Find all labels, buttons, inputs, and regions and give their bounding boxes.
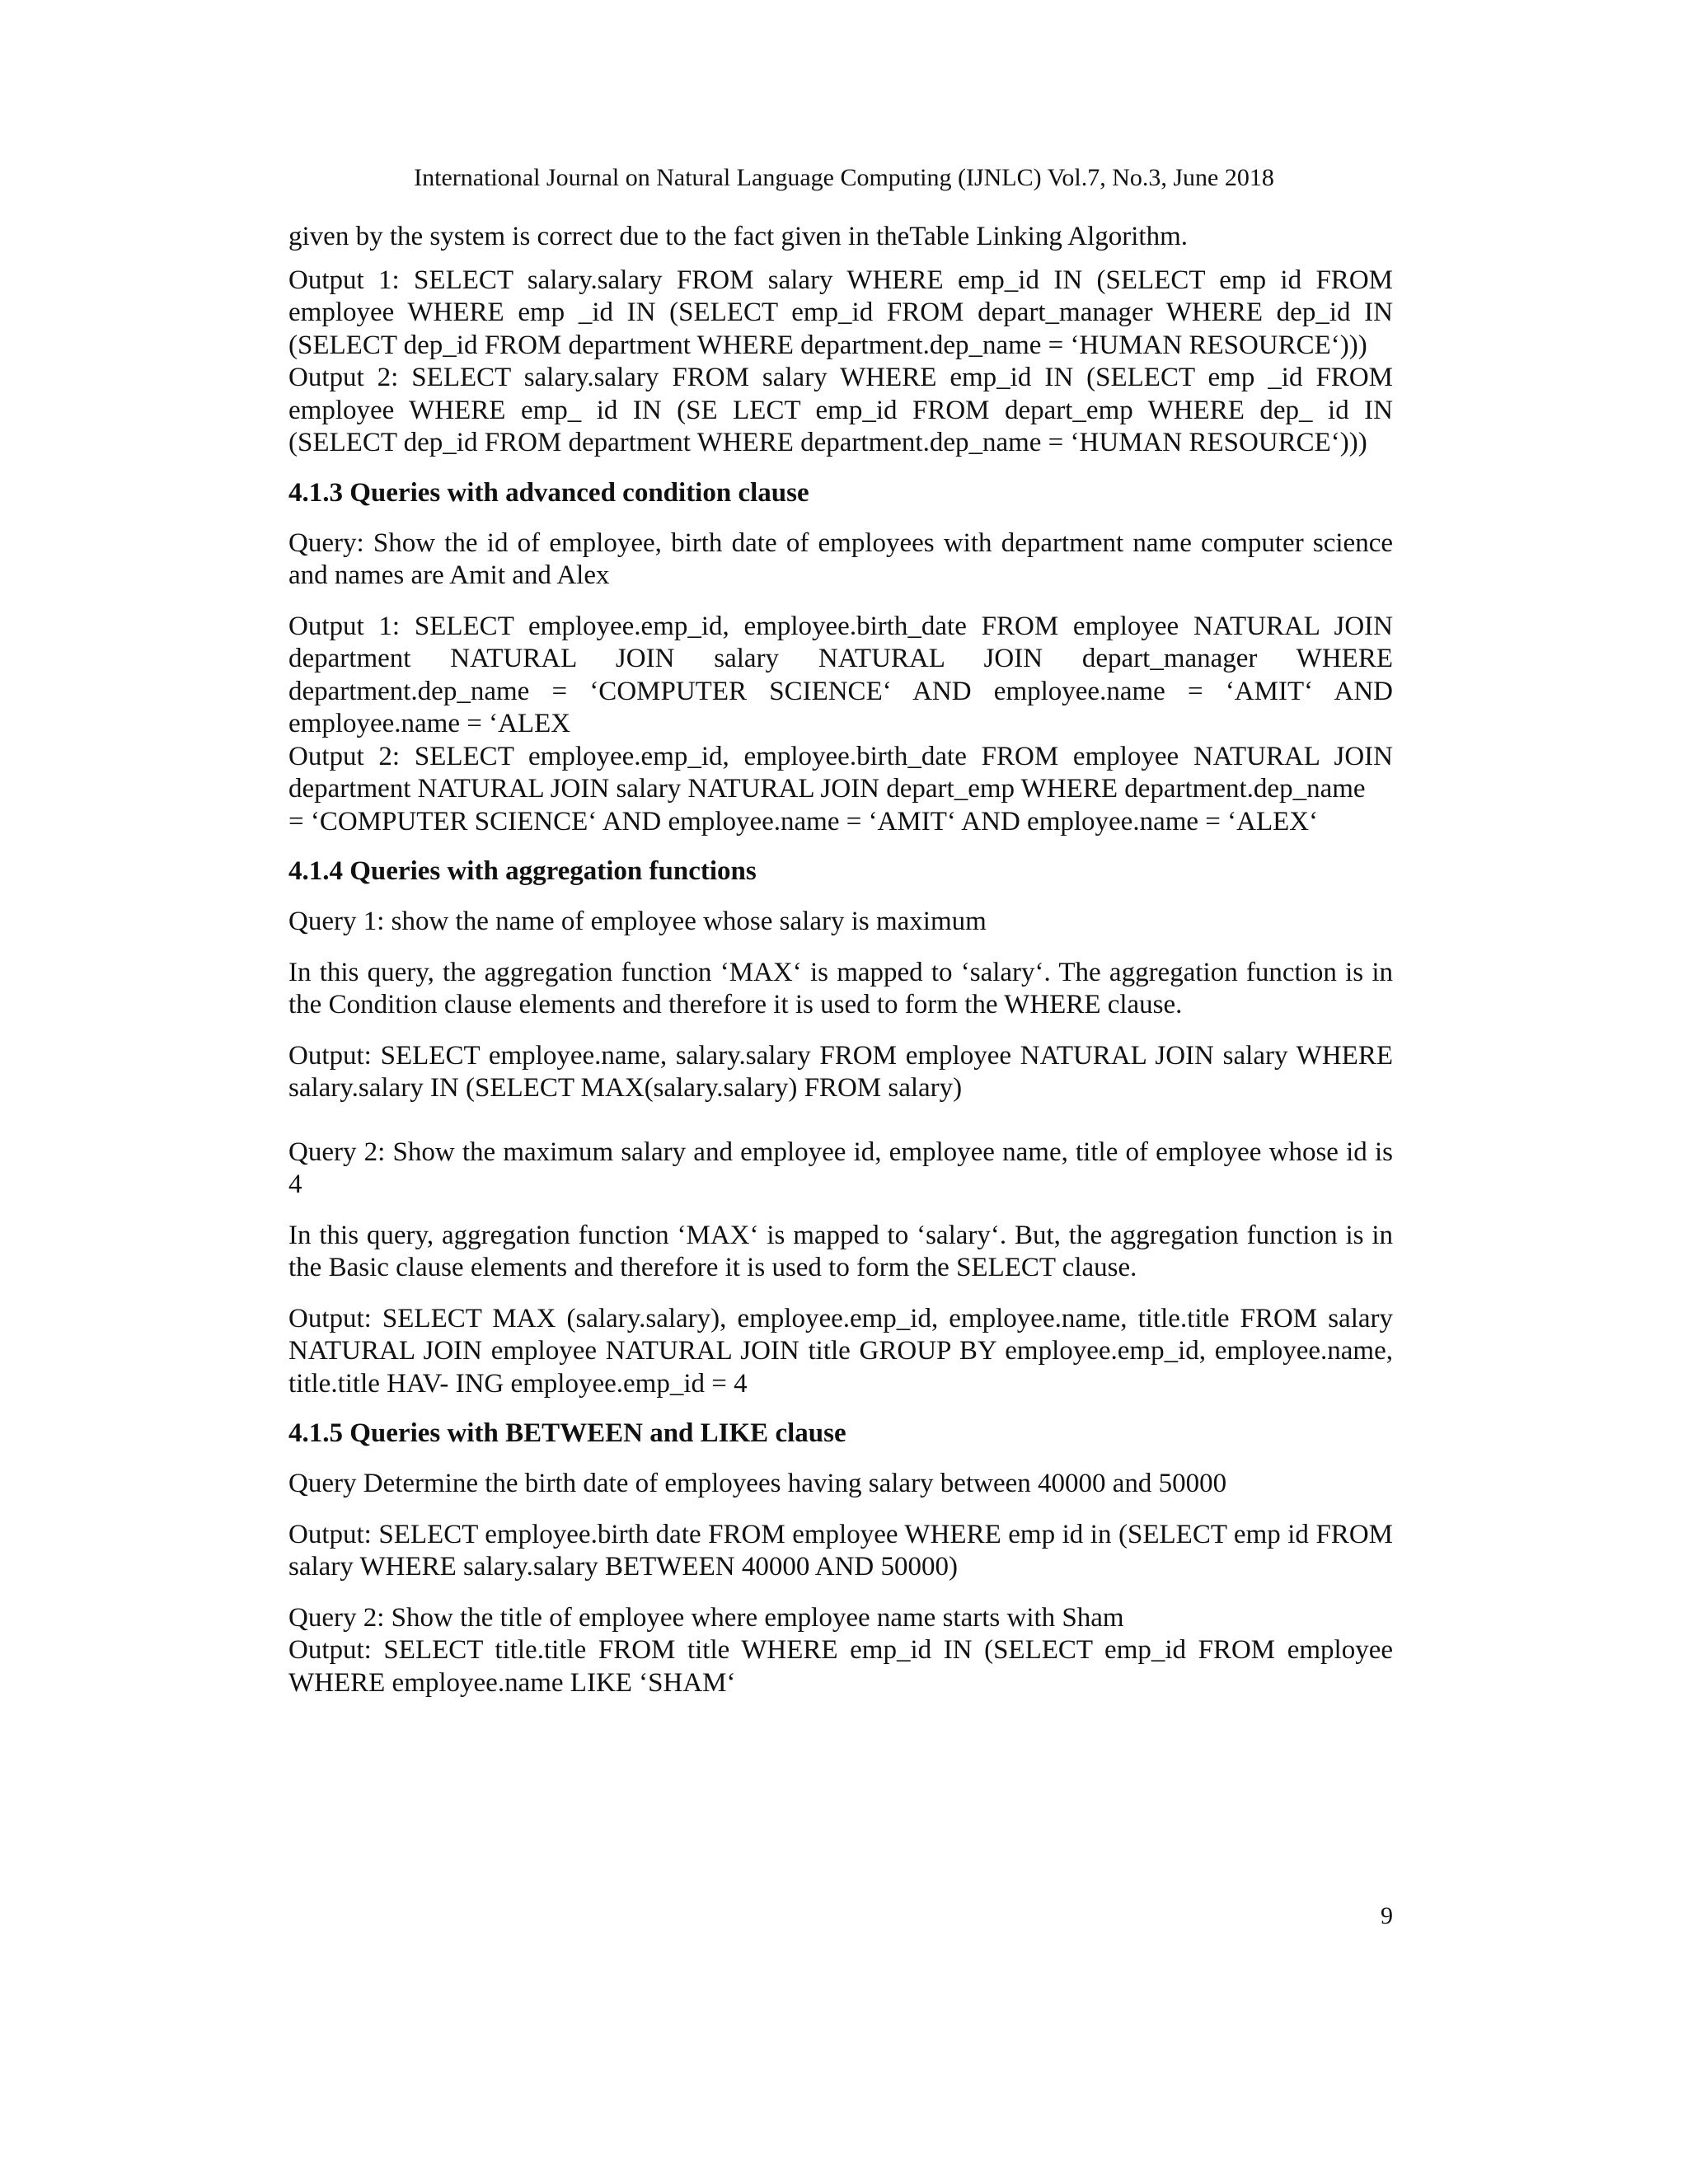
page-number: 9 — [1381, 1902, 1393, 1929]
section-heading-4-1-4: 4.1.4 Queries with aggregation functions — [288, 856, 757, 886]
output-2-paragraph: Output: SELECT title.title FROM title WHERE emp_id IN (SELECT emp_id FROM employee WHERE employee.name LIKE ‘SHAM‘ — [288, 1635, 1393, 1698]
output-2-paragraph: Output 2: SELECT salary.salary FROM salary WHERE emp_id IN (SELECT emp _id FROM employee WHERE emp_ id IN (SE LECT emp_id FROM depart_emp WHERE dep_ id IN (SELECT dep_id FROM department WHERE department.dep_name = ‘HUMAN RESOURCE‘))) — [288, 363, 1393, 457]
section-heading-4-1-5: 4.1.5 Queries with BETWEEN and LIKE clause — [288, 1418, 846, 1448]
output-1-paragraph: Output 1: SELECT salary.salary FROM salary WHERE emp_id IN (SELECT emp id FROM employee WHERE emp _id IN (SELECT emp_id FROM depart_manager WHERE dep_id IN (SELECT dep_id FROM department WHERE department.dep_name = ‘HUMAN RESOURCE‘))) — [288, 265, 1393, 360]
section-heading-4-1-3: 4.1.3 Queries with advanced condition clause — [288, 477, 809, 508]
intro-paragraph: given by the system is correct due to the fact given in theTable Linking Algorithm. — [288, 222, 1189, 251]
query-1-paragraph: Query 1: show the name of employee whose salary is maximum — [288, 907, 987, 936]
output-2-paragraph: Output: SELECT MAX (salary.salary), employee.emp_id, employee.name, title.title FROM salary NATURAL JOIN employee NATURAL JOIN title GROUP BY employee.emp_id, employee.name, title.title HAV- ING employee.emp_id = 4 — [288, 1303, 1393, 1399]
query-2-paragraph: Query 2: Show the maximum salary and employee id, employee name, title of employee whose id is 4 — [288, 1137, 1393, 1199]
output-1-paragraph: Output 1: SELECT employee.emp_id, employee.birth_date FROM employee NATURAL JOIN department NATURAL JOIN salary NATURAL JOIN depart_manager WHERE department.dep_name = ‘COMPUTER SCIENCE‘ AND employee.name = ‘AMIT‘ AND employee.name = ‘ALEX — [288, 611, 1393, 738]
query-1-paragraph: Query Determine the birth date of employees having salary between 40000 and 50000 — [288, 1469, 1227, 1498]
output-1-paragraph: Output: SELECT employee.birth date FROM employee WHERE emp id in (SELECT emp id FROM salary WHERE salary.salary BETWEEN 40000 AND 50000) — [288, 1519, 1393, 1582]
query-paragraph: Query: Show the id of employee, birth date of employees with department name computer science and names are Amit and Alex — [288, 527, 1393, 590]
query-2-paragraph: Query 2: Show the title of employee where employee name starts with Sham — [288, 1602, 1124, 1633]
explanation-1-paragraph: In this query, the aggregation function ‘MAX‘ is mapped to ‘salary‘. The aggregation function is in the Condition clause elements and therefore it is used to form the WHERE clause. — [288, 957, 1393, 1019]
page-body — [288, 221, 1393, 1699]
output-2-continuation: = ‘COMPUTER SCIENCE‘ AND employee.name = ‘AMIT‘ AND employee.name = ‘ALEX‘ — [288, 806, 1319, 837]
explanation-2-paragraph: In this query, aggregation function ‘MAX‘ is mapped to ‘salary‘. But, the aggregation function is in the Basic clause elements and therefore it is used to form the SELECT clause. — [288, 1220, 1393, 1282]
journal-header: International Journal on Natural Language Computing (IJNLC) Vol.7, No.3, June 2018 — [414, 164, 1274, 191]
output-1-paragraph: Output: SELECT employee.name, salary.salary FROM employee NATURAL JOIN salary WHERE salary.salary IN (SELECT MAX(salary.salary) FROM salary) — [288, 1040, 1393, 1103]
output-2-paragraph: Output 2: SELECT employee.emp_id, employee.birth_date FROM employee NATURAL JOIN department NATURAL JOIN salary NATURAL JOIN depart_emp WHERE department.dep_name — [288, 741, 1393, 804]
